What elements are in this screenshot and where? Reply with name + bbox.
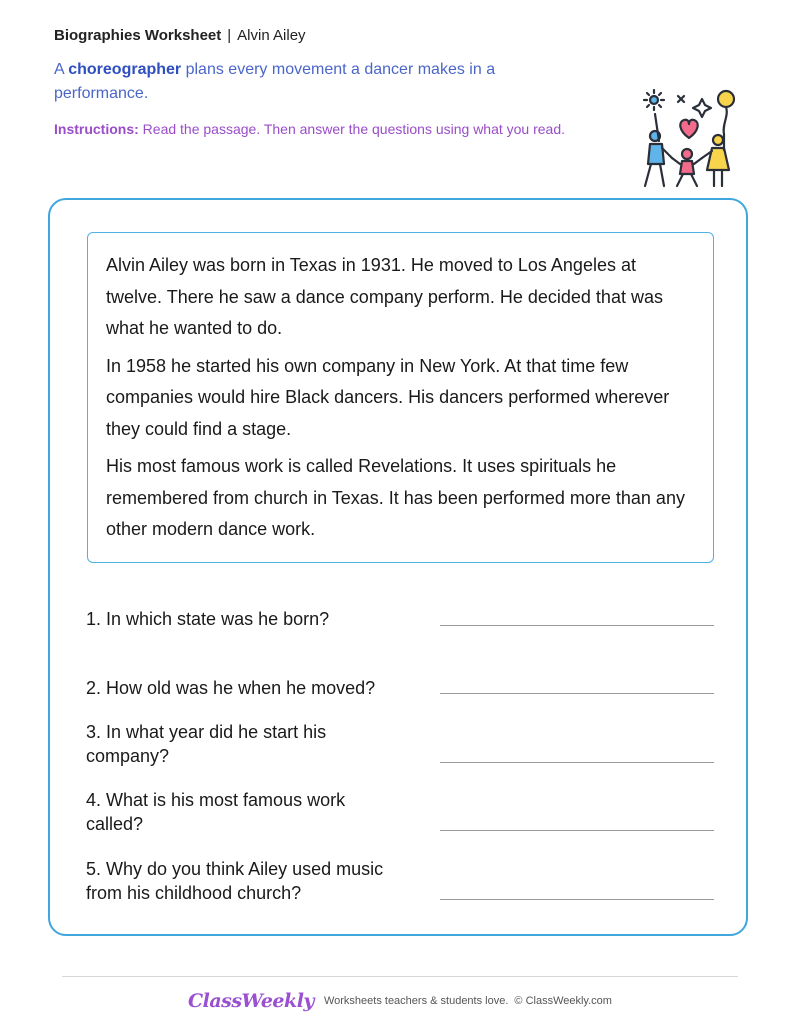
intro-prefix: A xyxy=(54,61,69,78)
worksheet-subject: Alvin Ailey xyxy=(237,27,306,44)
dancing-family-icon xyxy=(632,88,744,190)
instructions xyxy=(54,118,594,140)
footer-divider xyxy=(62,976,738,977)
footer-tagline: Worksheets teachers & students love. xyxy=(323,995,509,1008)
worksheet-title: Biographies Worksheet xyxy=(54,27,222,44)
answer-line-1[interactable] xyxy=(440,625,714,626)
passage-paragraph: His most famous work is called Revelations. It uses spirituals he remembered from church in Texas. It has been performed more than any other modern dance work. xyxy=(106,456,685,539)
worksheet-header xyxy=(54,26,306,46)
header-separator: | xyxy=(227,27,232,44)
answer-line-4[interactable] xyxy=(440,830,714,831)
question-2: 2. How old was he when he moved? xyxy=(86,678,376,698)
vocabulary-term: choreographer xyxy=(68,61,182,78)
passage-paragraph: In 1958 he started his own company in New York. At that time few companies would hire Black dancers. His dancers performed wherever they could find a stage. xyxy=(106,355,670,439)
passage-paragraph: Alvin Ailey was born in Texas in 1931. He moved to Los Angeles at twelve. There he saw a dance company perform. He decided that was what he wanted to do. xyxy=(106,255,663,338)
answer-line-5[interactable] xyxy=(440,899,714,900)
footer-copyright: © ClassWeekly.com xyxy=(514,995,612,1008)
vocabulary-intro xyxy=(54,58,574,106)
instructions-text: Read the passage. Then answer the questions using what you read. xyxy=(138,121,566,137)
question-3: 3. In what year did he start his company? xyxy=(86,722,327,766)
intro-definition: plans every movement a dancer makes in a performance. xyxy=(54,61,496,102)
question-4: 4. What is his most famous work called? xyxy=(86,790,346,834)
page-footer xyxy=(0,988,800,1014)
instructions-label: Instructions: xyxy=(54,121,139,137)
answer-line-2[interactable] xyxy=(440,693,714,694)
question-1: 1. In which state was he born? xyxy=(86,609,330,629)
answer-line-3[interactable] xyxy=(440,762,714,763)
brand-logo: ClassWeekly xyxy=(188,990,314,1013)
reading-passage xyxy=(87,232,714,563)
question-5: 5. Why do you think Ailey used music from his childhood church? xyxy=(86,859,384,903)
